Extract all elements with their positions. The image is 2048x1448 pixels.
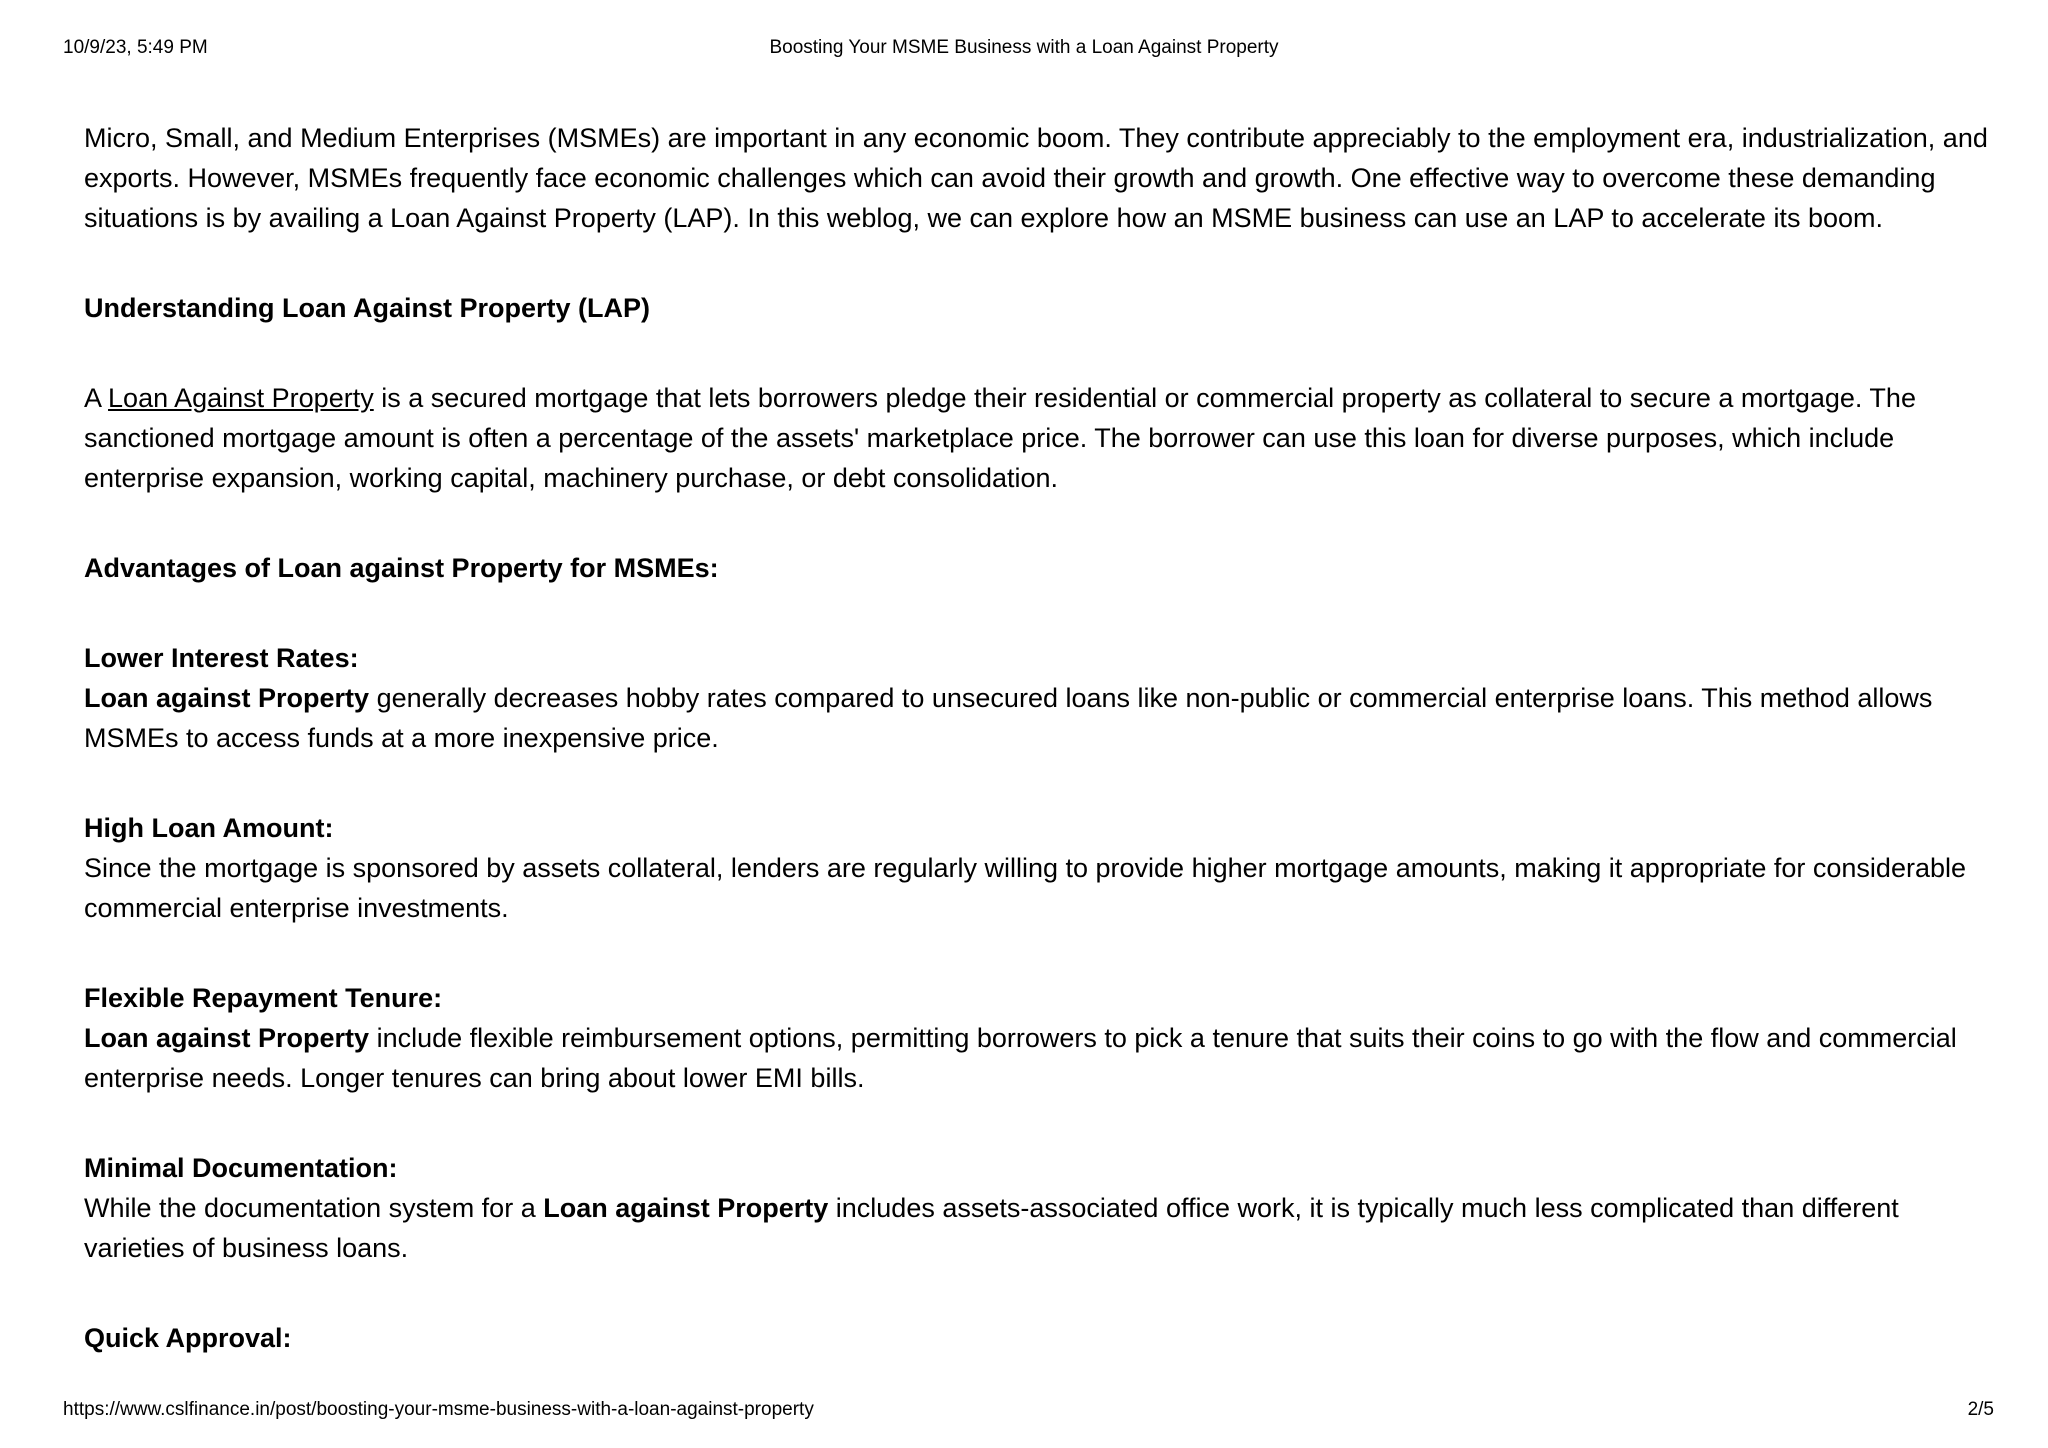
bold-term: Loan against Property	[84, 1023, 370, 1053]
understanding-paragraph	[84, 378, 2004, 498]
advantage-high-loan	[84, 808, 2004, 928]
advantage-flexible-tenure	[84, 978, 2004, 1098]
print-header	[63, 36, 1985, 60]
advantage-minimal-documentation	[84, 1148, 2004, 1268]
advantage-quick-approval	[84, 1318, 2004, 1358]
advantage-text	[84, 1188, 2004, 1268]
understanding-text: is a secured mortgage that lets borrowers pledge their residential or commercial property as collateral to secure a mortgage. The sanctioned mortgage amount is often a percentage of the assets' marketplace price. The borrower can use this loan for diverse purposes, which include enterprise expansion, working capital, machinery purchase, or debt consolidation.	[84, 383, 1916, 493]
intro-paragraph: Micro, Small, and Medium Enterprises (MSMEs) are important in any economic boom. They contribute appreciably to the employment era, industrialization, and exports. However, MSMEs frequently face economic challenges which can avoid their growth and growth. One effective way to overcome these demanding situations is by availing a Loan Against Property (LAP). In this weblog, we can explore how an MSME business can use an LAP to accelerate its boom.	[84, 123, 1988, 233]
advantage-text: Since the mortgage is sponsored by assets collateral, lenders are regularly willing to provide higher mortgage amounts, making it appropriate for considerable commercial enterprise investments.	[84, 853, 1966, 923]
advantage-heading: Lower Interest Rates:	[84, 643, 359, 673]
advantage-lower-interest	[84, 638, 2004, 758]
section-heading-understanding: Understanding Loan Against Property (LAP)	[84, 293, 651, 323]
advantage-heading: High Loan Amount:	[84, 813, 334, 843]
article-body	[84, 118, 2004, 1408]
advantage-body: include flexible reimbursement options, permitting borrowers to pick a tenure that suits their coins to go with the flow and commercial enterprise needs. Longer tenures can bring about lower EMI bills.	[84, 1023, 1957, 1093]
advantage-heading: Quick Approval:	[84, 1323, 292, 1353]
advantage-prefix: While the documentation system for a	[84, 1193, 544, 1223]
advantage-heading: Minimal Documentation:	[84, 1153, 398, 1183]
bold-term: Loan against Property	[84, 683, 370, 713]
advantage-body: generally decreases hobby rates compared to unsecured loans like non-public or commercial enterprise loans. This method allows MSMEs to access funds at a more inexpensive price.	[84, 683, 1933, 753]
print-footer	[63, 1398, 1994, 1422]
page-number: 2/5	[1967, 1399, 1994, 1420]
print-date: 10/9/23, 5:49 PM	[63, 37, 208, 58]
advantage-text	[84, 1018, 2004, 1098]
page-title: Boosting Your MSME Business with a Loan Against Property	[769, 37, 1279, 58]
advantage-body: includes assets-associated office work, it is typically much less complicated than different varieties of business loans.	[84, 1193, 1899, 1263]
understanding-prefix: A	[84, 383, 109, 413]
bold-term: Loan against Property	[543, 1193, 829, 1223]
page-url: https://www.cslfinance.in/post/boosting-your-msme-business-with-a-loan-against-property	[63, 1399, 814, 1420]
advantage-text	[84, 678, 2004, 758]
section-heading-advantages: Advantages of Loan against Property for MSMEs:	[84, 553, 719, 583]
loan-against-property-link[interactable]: Loan Against Property	[108, 383, 374, 413]
advantage-heading: Flexible Repayment Tenure:	[84, 983, 443, 1013]
